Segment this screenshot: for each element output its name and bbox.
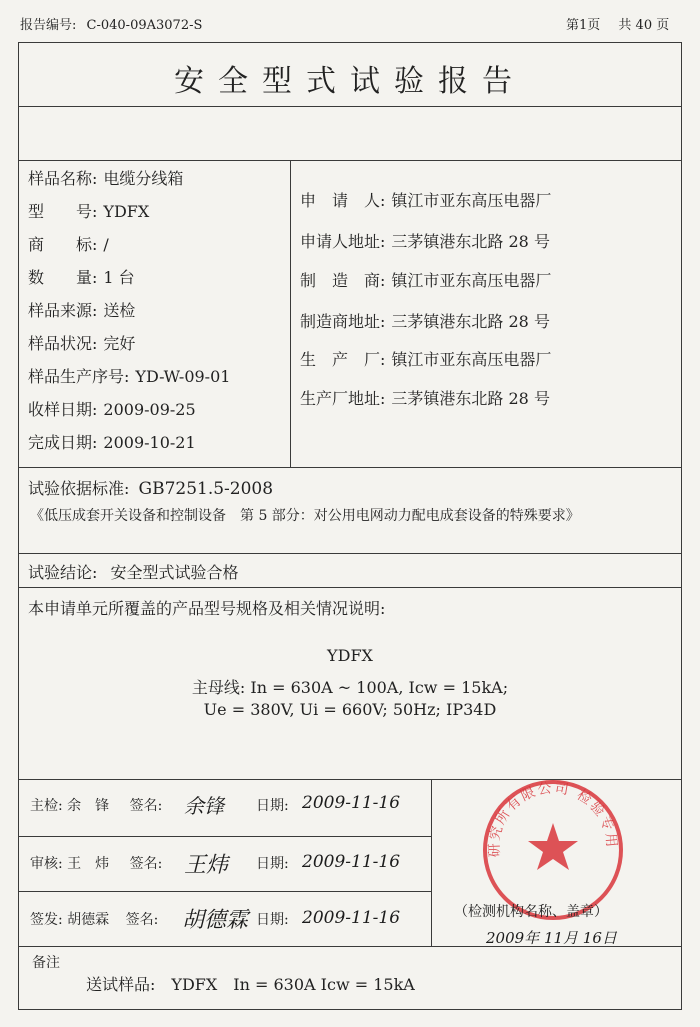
sample-completed-label: 完成日期: [28,433,98,452]
sample-status-value: 完好 [103,334,136,353]
sample-status-row [28,331,135,354]
signature-row-reviewer [30,853,162,873]
sample-brand-row [28,232,109,255]
applicant-row [300,188,551,211]
sample-completed-value: 2009-10-21 [103,433,196,452]
report-number-label: 报告编号: [20,18,77,33]
conclusion-value: 安全型式试验合格 [110,563,239,582]
reviewer-role: 审核: 王 炜 [30,856,110,872]
manufacturer-row [300,268,551,291]
sample-name-value: 电缆分线箱 [103,169,184,188]
factory-label: 生 产 厂: [300,350,386,369]
manufacturer-value: 镇江市亚东高压电器厂 [391,271,552,290]
issuer-sign-label: 签名: [125,912,159,928]
sample-serial-label: 样品生产序号: [28,367,130,386]
sample-serial-row [28,364,230,387]
sample-name-row [28,166,183,189]
divider-signatures-vertical [431,779,432,946]
sample-name-label: 样品名称: [28,169,98,188]
manufacturer-address-row [300,309,550,332]
sample-status-label: 样品状况: [28,334,98,353]
factory-row [300,347,551,370]
sample-source-label: 样品来源: [28,301,98,320]
divider-coverage-top [18,587,682,588]
remarks-content: 送试样品: YDFX In = 630A Icw = 15kA [86,975,415,994]
reviewer-sign-label: 签名: [129,856,163,872]
sample-qty-row [28,265,135,288]
factory-address-value: 三茅镇港东北路 28 号 [391,389,550,408]
remarks-label: 备注 [32,955,60,971]
inspector-date: 2009-11-16 [302,793,401,813]
standard-label: 试验依据标准: [28,479,130,498]
inspector-sign-label: 签名: [129,798,163,814]
factory-value: 镇江市亚东高压电器厂 [391,350,552,369]
sample-received-label: 收样日期: [28,400,98,419]
applicant-address-value: 三茅镇港东北路 28 号 [391,232,550,251]
conclusion-row [28,560,239,583]
coverage-intro: 本申请单元所覆盖的产品型号规格及相关情况说明: [28,599,386,618]
divider-standard-top [18,467,682,468]
inspector-date-label: 日期: [256,798,289,814]
sample-brand-value: / [103,235,109,254]
divider-sample-vertical [290,160,291,467]
factory-address-label: 生产厂地址: [300,389,386,408]
issuer-date-label: 日期: [256,912,289,928]
reviewer-signature: 王炜 [184,853,229,878]
seal-star-icon [528,823,578,870]
manufacturer-address-value: 三茅镇港东北路 28 号 [391,312,550,331]
sample-serial-value: YD-W-09-01 [135,367,231,386]
manufacturer-address-label: 制造商地址: [300,312,386,331]
sample-source-row [28,298,135,321]
sample-completed-row [28,430,196,453]
issuer-date: 2009-11-16 [302,908,401,928]
coverage-model: YDFX [327,646,373,665]
divider-conclusion-top [18,553,682,554]
report-number-value: C-040-09A3072-S [86,18,203,33]
standard-description: 《低压成套开关设备和控制设备 第 5 部分：对公用电网动力配电成套设备的特殊要求》 [30,508,580,524]
report-number [20,14,202,33]
inspector-signature: 余锋 [184,794,224,818]
sample-model-value: YDFX [103,202,150,221]
factory-address-row [300,386,550,409]
reviewer-date-label: 日期: [256,856,289,872]
reviewer-date: 2009-11-16 [302,852,401,872]
sample-qty-label: 数 量: [28,268,98,287]
total-pages: 共 40 页 [618,18,670,33]
issuer-signature: 胡德霖 [182,908,249,933]
sample-brand-label: 商 标: [28,235,98,254]
inspector-role: 主检: 余 锋 [30,798,110,814]
sample-qty-value: 1 台 [103,268,135,287]
applicant-label: 申 请 人: [300,191,386,210]
signature-row-inspector [30,795,162,815]
applicant-address-row [300,229,550,252]
page-title: 安全型式试验报告 [174,64,526,99]
coverage-line-1: 主母线: In = 630A ~ 100A, Icw = 15kA; [191,678,509,697]
divider-signature-row-2 [18,891,431,892]
org-caption: （检测机构名称、盖章） [454,904,608,920]
standard-code: GB7251.5-2008 [138,479,274,499]
coverage-line-2: Ue = 380V, Ui = 660V; 50Hz; IP34D [203,700,497,719]
sample-source-value: 送检 [103,301,136,320]
seal-text: 研究所有限公司 检验专用 [486,780,620,858]
divider-signature-row-1 [18,836,431,837]
issuer-role: 签发: 胡德霖 [30,912,110,928]
sample-model-label: 型 号: [28,202,98,221]
divider-title [18,106,682,107]
sample-received-value: 2009-09-25 [103,400,196,419]
sample-received-row [28,397,196,420]
signature-row-issuer [30,909,158,929]
page-indicator [566,14,669,33]
standard-row [28,476,273,499]
manufacturer-label: 制 造 商: [300,271,386,290]
divider-sample-top [18,160,682,161]
org-date: 2009年 11月 16日 [486,929,617,947]
page-number: 第1页 [566,18,601,33]
applicant-value: 镇江市亚东高压电器厂 [391,191,552,210]
sample-model-row [28,199,149,222]
applicant-address-label: 申请人地址: [300,232,386,251]
conclusion-label: 试验结论: [28,563,98,582]
